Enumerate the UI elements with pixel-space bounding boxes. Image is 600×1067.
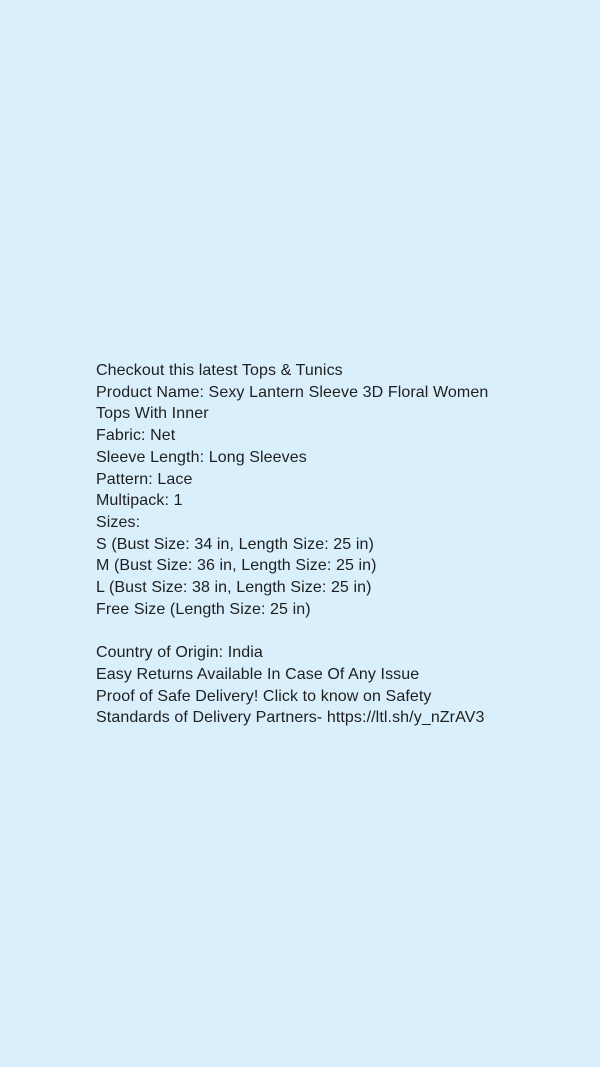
description-line: L (Bust Size: 38 in, Length Size: 25 in) (96, 579, 372, 597)
description-line: Standards of Delivery Partners- https://ltl.sh/y_nZrAV3 (96, 709, 485, 727)
description-line: Free Size (Length Size: 25 in) (96, 600, 311, 618)
description-line: Checkout this latest Tops & Tunics (96, 362, 343, 379)
description-line: Sizes: (96, 513, 141, 531)
description-line: Easy Returns Available In Case Of Any Issue (96, 665, 420, 683)
description-line: Sleeve Length: Long Sleeves (96, 448, 307, 466)
description-line: M (Bust Size: 36 in, Length Size: 25 in) (96, 557, 377, 575)
description-line: Proof of Safe Delivery! Click to know on Safety (96, 687, 432, 705)
description-line: Tops With Inner (96, 405, 209, 423)
description-line (96, 620, 556, 642)
description-line: S (Bust Size: 34 in, Length Size: 25 in) (96, 535, 374, 553)
product-description-text (96, 360, 556, 729)
description-line: Fabric: Net (96, 427, 176, 445)
description-line: Product Name: Sexy Lantern Sleeve 3D Floral Women (96, 383, 489, 401)
description-line: Country of Origin: India (96, 644, 263, 662)
description-line: Multipack: 1 (96, 492, 183, 510)
description-line: Pattern: Lace (96, 470, 193, 488)
